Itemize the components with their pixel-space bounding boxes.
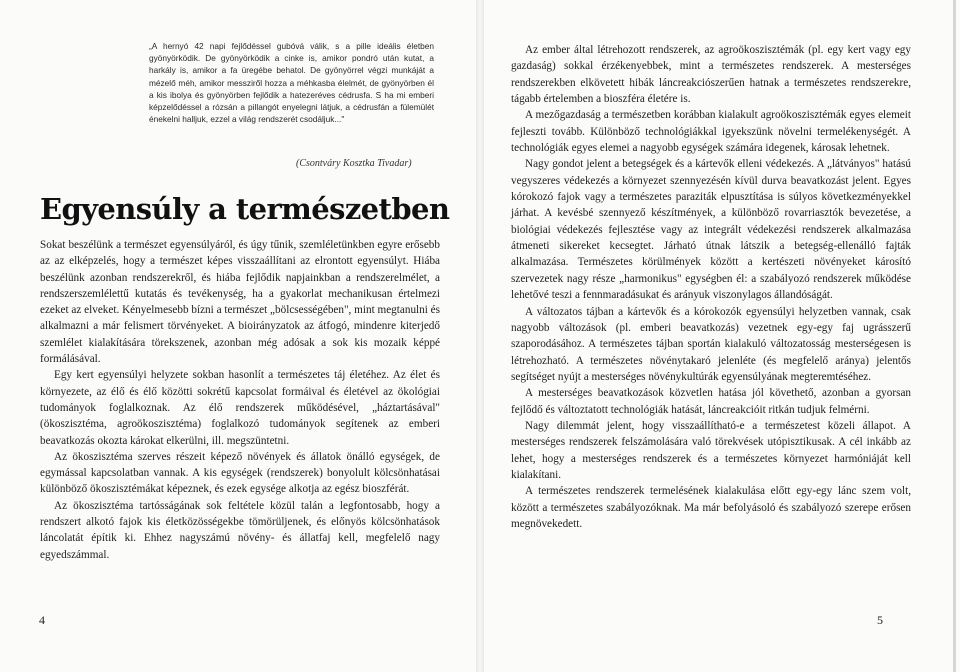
paragraph: A természetes rendszerek termelésének kialakulása előtt egy-egy lánc szem volt, között a természetes szabályozóknak. Ma már befolyásoló és szabályozó szerepe erősen megnövekedett. [511,485,911,530]
epigraph: „A hernyó 42 napi fejlődéssel gubóvá válik, s a pille ideális életben gyönyörködik. De gyönyörködik a cinke is, amikor pondró után kutat, a harkály is, amikor a fa üregébe behatol. De gyönyörrel végzi munkáját a mézelő méh, amikor messziről hozza a méhkasba élelmét, de gyönyörben él a kis ibolya és gyönyörben fejlődik a hatezeréves cédrusfa. S ha mi emberi képzelődéssel a rózsán a pillangót enyelegni látjuk, a cédrusfán a fülemülét énekelni halljuk, ezzel a világ rendszerét csodáljuk..." [149,41,434,125]
paragraph: A változatos tájban a kártevők és a kórokozók egyensúlyi helyzetben vannak, csak nagyobb változások (pl. emberi beavatkozás) vezetnek egy-egy faj ugrásszerű szaporodásához. A természetes tájban sportán kialakuló változatosság mesterségesen is létrehozható. A természetes növénytakaró jelenléte (és megfelelő aránya) jelentős segítséget nyújt a mesterséges növénykultúrák egyensúlyának megteremtéséhez. [511,305,911,383]
paragraph: Az ökoszisztéma tartósságának sok feltétele közül talán a legfontosabb, hogy a rendszert alkotó fajok kis életközösségekbe tömörüljenek, és előnyös kölcsönhatások láncolatát építik ki. Ehhez nagyszámú növény- és állatfaj kell, megfelelő nagy egyedszámmal. [40,499,440,561]
paragraph: Egy kert egyensúlyi helyzete sokban hasonlít a természetes táj életéhez. Az élet és környezete, az élő és élő közötti sokrétű kapcsolat formáival és életével az ökológiai tudományok foglalkoznak. Az élő rendszerek működésével, „háztartásával" (ökoszisztéma, agroökoszisztéma) foglalkozó tudományok segítenek az emberi beavatkozás okozta károkat elkerülni, ill. megszüntetni. [40,369,440,447]
epigraph-author: (Csontváry Kosztka Tivadar) [296,158,412,169]
left-body-text [40,237,440,563]
paragraph: Nagy dilemmát jelent, hogy visszaállítható-e a természetest közeli állapot. A mesterséges rendszerek felszámolására való törekvések utópisztikusak. A cél inkább az lehet, hogy a mesterséges rendszerek és a természetes környezet harmóniáját kell kialakítani. [511,419,911,481]
right-body-text [511,42,911,532]
book-gutter [476,0,484,672]
paragraph: Sokat beszélünk a természet egyensúlyáról, és úgy tűnik, szemléletünkben egyre erősebb az az elképzelés, hogy a természet képes visszaállítani az elrontott egyensúlyt. Hiába beszélünk azonban rendszerekről, és hiába fejlődik napjainkban a rendszerelmélet, a rendszerszemlélettű kutatás és tevékenység, ha a gyakorlat mechanikusan értelmezi ezeket az elveket. Kényelmesebb bízni a természet „bölcsességében", mint megtanulni és alkalmazni a már felismert törvényeket. A bioirányzatok az átfogó, mindenre kiterjedő szemlélet kialakítására törekszenek, azonban még adósak a sok kis mozaik képpé formálásával. [40,239,440,366]
paragraph: A mezőgazdaság a természetben korábban kialakult agroökoszisztémák egyes elemeit fejleszti tovább. Különböző technológiákkal igyekszünk növelni termelékenységét. A technológiák egyes elemei a nagyobb egységek számára idegenek, károsak lehetnek. [511,109,911,155]
paragraph: A mesterséges beavatkozások közvetlen hatása jól követhető, azonban a gyorsan fejlődő és változtatott technológiák hatását, láncreakcióit ritkán tudjuk felmérni. [511,387,911,416]
left-page [0,0,476,672]
page-number: 4 [39,613,45,627]
page-edge [953,0,956,672]
paragraph: Az ember által létrehozott rendszerek, az agroökoszisztémák (pl. egy kert vagy egy gazdaság) sokkal érzékenyebbek, mint a természetes rendszerek. A mesterséges rendszerekben elkövetett hibák láncreakciószerűen hatnak a természetes rendszerekre, tágabb értelemben a bioszféra életére is. [511,44,911,106]
page-number: 5 [877,613,883,627]
paragraph: Az ökoszisztéma szerves részeit képező növények és állatok önálló egységek, de egymással kapcsolatban vannak. A kis egységek (rendszerek) bonyolult kölcsönhatásai különböző ökoszisztémákat képeznek, és ezek egysége alkotja az egész bioszférát. [40,450,440,496]
paragraph: Nagy gondot jelent a betegségek és a kártevők elleni védekezés. A „látványos" hatású vegyszeres védekezés a környezet szennyezésén kívül durva beavatkozást jelent. Egyes kórokozó fajok vagy a természetes paraziták elpusztítása is súlyos következményekkel járhat. A kevésbé szennyező készítmények, a különböző rovarriasztók bevezetése, a biológiai védekezés fejlesztése vagy az integrált védekezési rendszerek alkalmazása átmeneti sikereket kecsegtet. Járható útnak látszik a betegség-ellenálló fajták alkalmazása. Természetes körülmények között a kertészeti növényeket károsító szervezetek nagy része „harmonikus" egységben él: a szabályozó rendszerek működése lehetővé teszi a fennmaradásukat és arányuk viszonylagos állandóságát. [511,158,911,302]
chapter-title: Egyensúly a természetben [40,192,450,226]
right-page [484,0,960,672]
